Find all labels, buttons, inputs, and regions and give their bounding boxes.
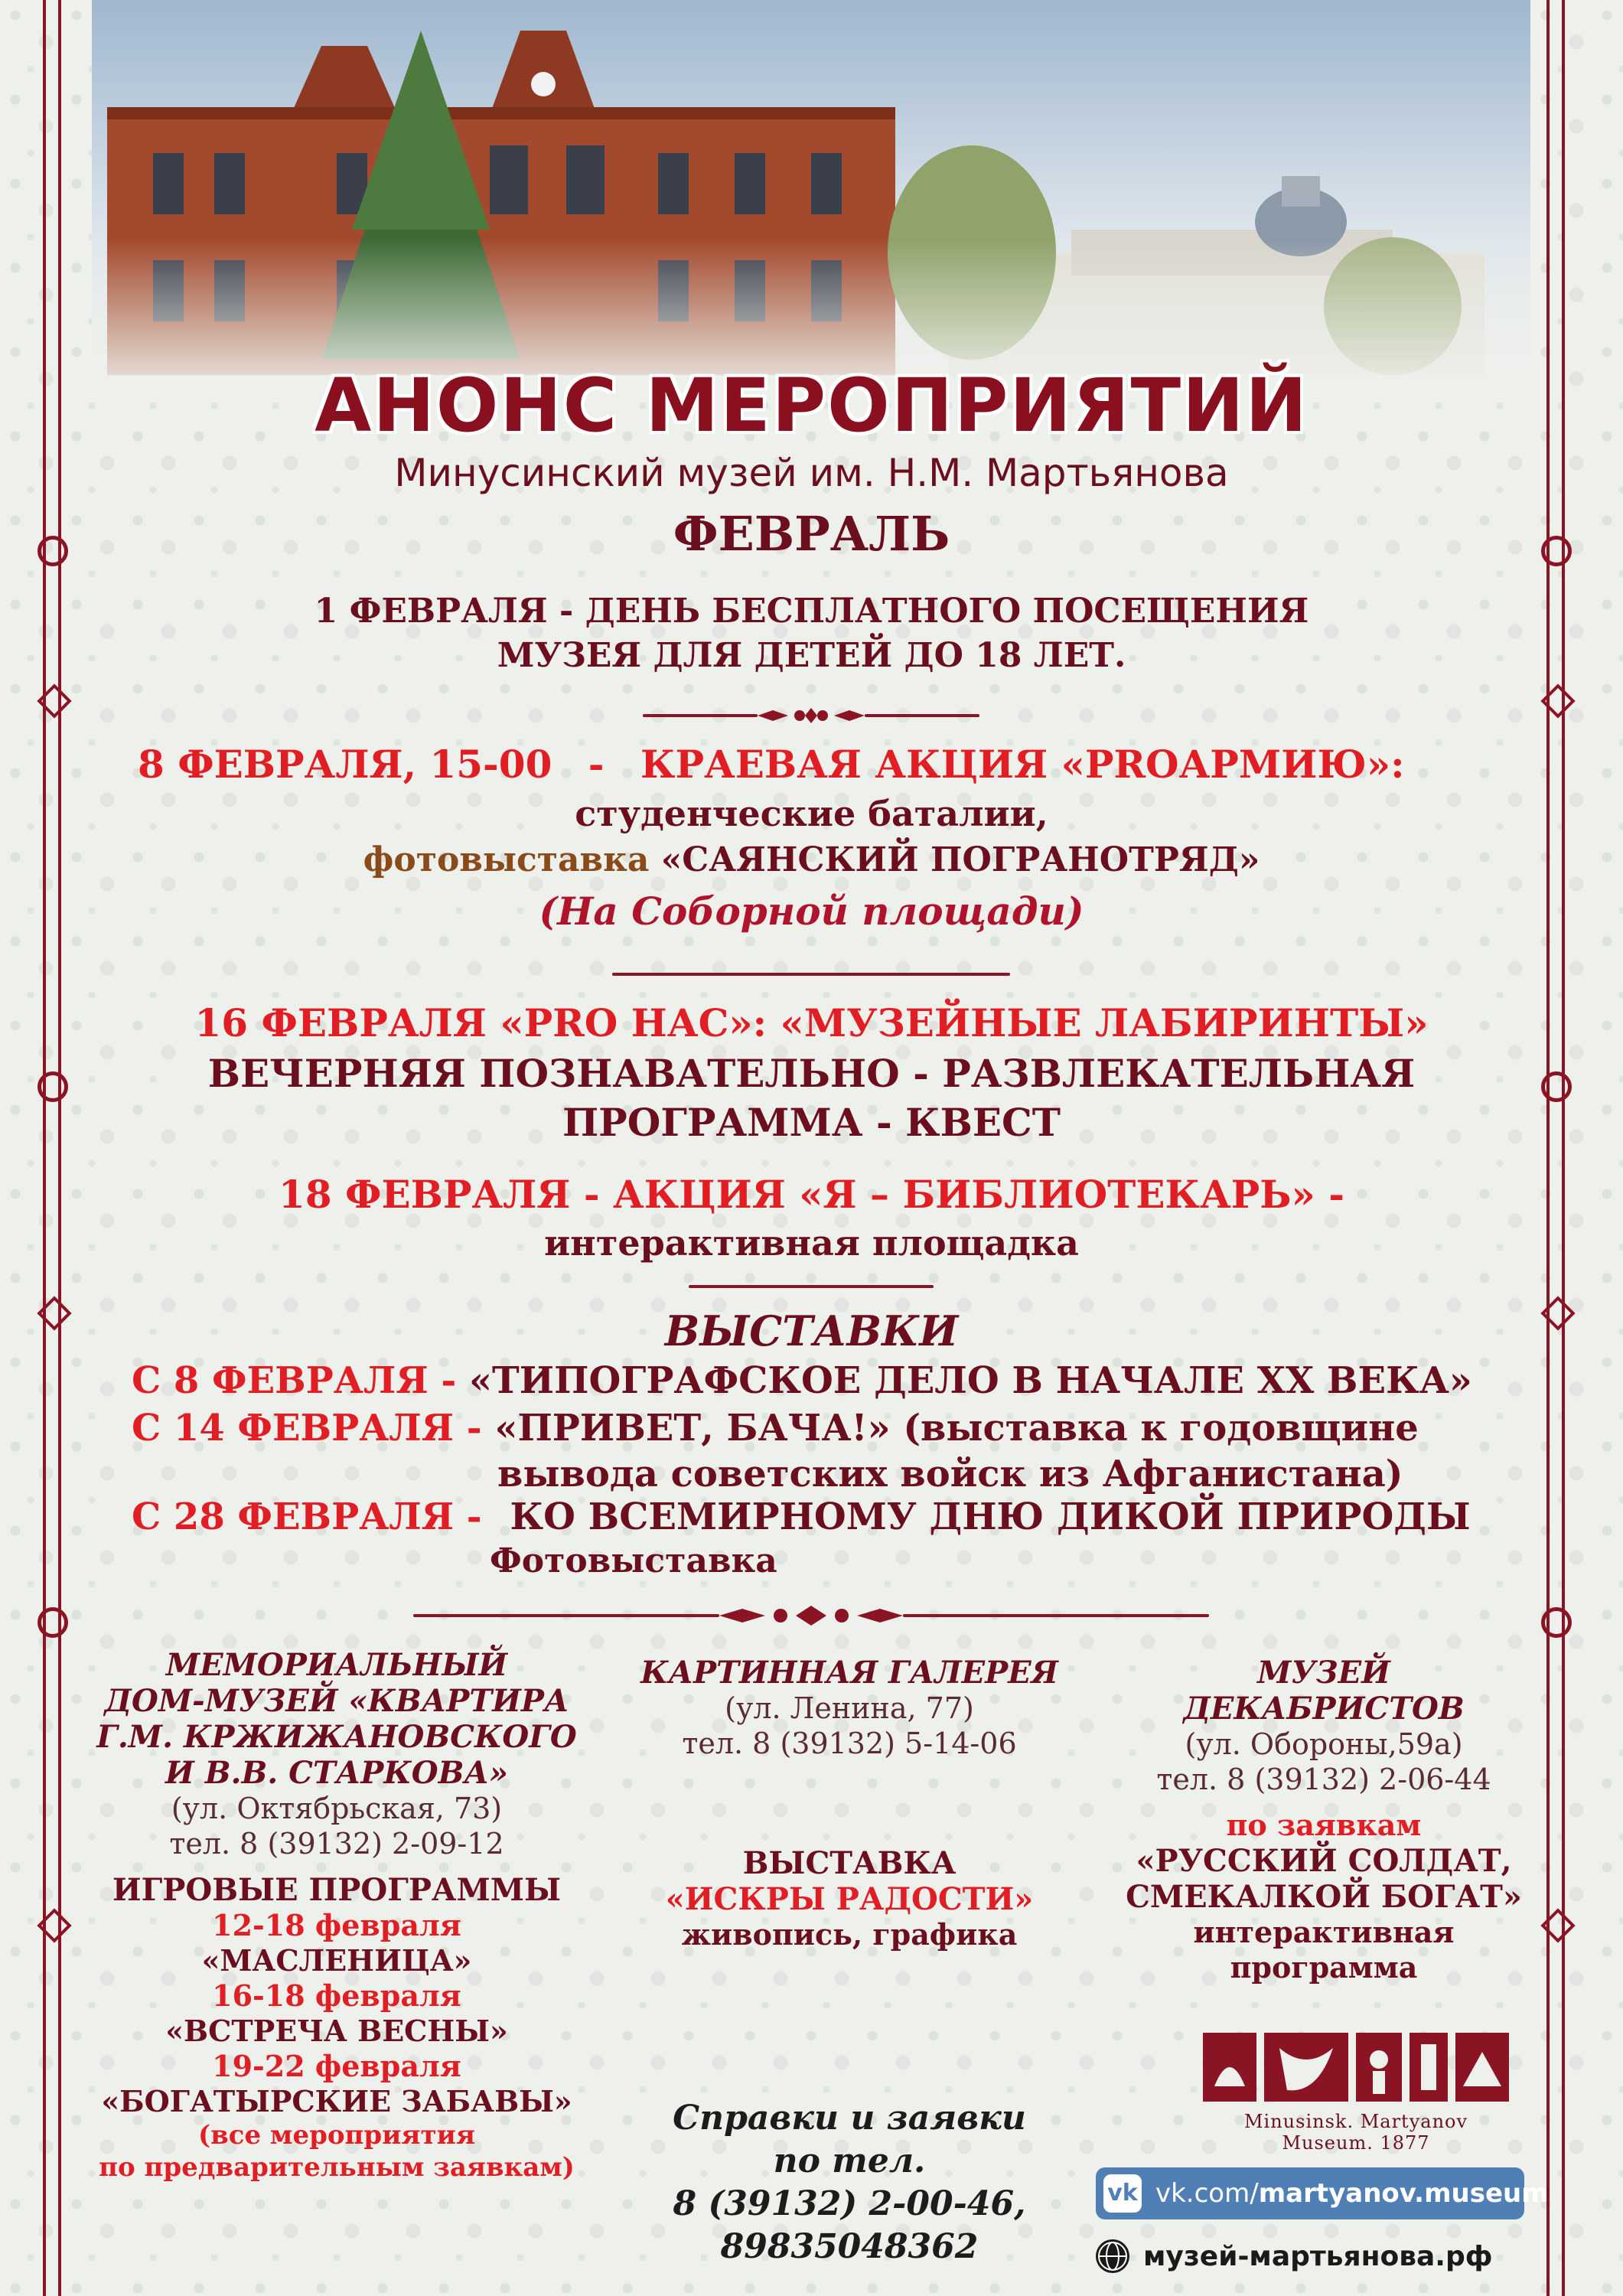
museum-building-photo: [92, 0, 1530, 398]
exhibition-date: С 28 ФЕВРАЛЯ: [132, 1495, 455, 1538]
proarmy-line1: студенческие баталии,: [575, 793, 1048, 834]
ornament-divider: [689, 1275, 934, 1298]
venue-right-phone: тел. 8 (39132) 2-06-44: [1156, 1763, 1491, 1796]
right-program-desc: программа: [1230, 1950, 1418, 1985]
ornament-divider: [413, 1604, 1209, 1627]
pronas-line1: ВЕЧЕРНЯЯ ПОЗНАВАТЕЛЬНО - РАЗВЛЕКАТЕЛЬНАЯ: [207, 1051, 1416, 1096]
venue-left-address: (ул. Октябрьская, 73): [171, 1792, 503, 1825]
proarmy-date: 8 ФЕВРАЛЯ, 15-00: [138, 742, 552, 787]
venue-left-phone: тел. 8 (39132) 2-09-12: [169, 1827, 504, 1861]
exhibition-row: [132, 1405, 1419, 1451]
exhibition-title: «ТИПОГРАФСКОЕ ДЕЛО В НАЧАЛЕ XX ВЕКА»: [469, 1359, 1472, 1402]
proarmy-sep: -: [588, 742, 605, 787]
right-program: СМЕКАЛКОЙ БОГАТ»: [1126, 1879, 1522, 1915]
exhibition-note: вывода советских войск из Афганистана): [497, 1453, 1403, 1495]
ornament-divider: [612, 963, 1010, 986]
program-dates: 16-18 февраля: [212, 1978, 461, 2013]
programs-note: (все мероприятия: [198, 2120, 475, 2151]
contacts-phone: 89835048362: [720, 2227, 979, 2266]
right-border: [1540, 0, 1579, 2296]
contacts-block: [605, 2097, 1094, 2268]
venue-left: [84, 1647, 589, 2183]
ornament-divider: [643, 704, 979, 727]
pronas-title: 16 ФЕВРАЛЯ «PRO НАС»: «МУЗЕЙНЫЕ ЛАБИРИНТЫ»: [194, 1000, 1429, 1045]
venue-left-name: И В.В. СТАРКОВА»: [165, 1755, 508, 1791]
exhibition-title: КО ВСЕМИРНОМУ ДНЮ ДИКОЙ ПРИРОДЫ: [510, 1495, 1471, 1538]
right-request: по заявкам: [1226, 1808, 1422, 1842]
venue-right: [1102, 1655, 1546, 1985]
vk-icon: vk: [1103, 2174, 1142, 2213]
proarmy-title: КРАЕВАЯ АКЦИЯ «PROАРМИЮ»:: [640, 742, 1405, 787]
exhibition-sep: -: [441, 1359, 457, 1402]
pronas-line2: ПРОГРАММА - КВЕСТ: [562, 1100, 1061, 1145]
page-title: АНОНС МЕРОПРИЯТИЙ: [314, 363, 1309, 448]
vk-prefix: vk.com/: [1155, 2178, 1259, 2209]
venue-center: [605, 1655, 1094, 1952]
venue-right-name: ДЕКАБРИСТОВ: [1183, 1691, 1465, 1727]
venue-left-name: Г.М. КРЖИЖАНОВСКОГО: [96, 1719, 577, 1755]
vk-link[interactable]: [1096, 2167, 1549, 2219]
museum-name: Минусинский музей им. Н.М. Мартьянова: [394, 451, 1229, 495]
vk-handle: martyanov.museum: [1258, 2178, 1549, 2209]
venue-center-name: КАРТИННАЯ ГАЛЕРЕЯ: [640, 1655, 1058, 1691]
contacts-phone: 8 (39132) 2-00-46,: [673, 2184, 1026, 2223]
program-title: «МАСЛЕНИЦА»: [201, 1943, 472, 1978]
program-dates: 12-18 февраля: [212, 1908, 461, 1942]
logo-caption: Minusinsk. Martyanov Museum. 1877: [1243, 2111, 1468, 2154]
proarmy-place: (На Соборной площади): [539, 889, 1084, 934]
venue-center-phone: тел. 8 (39132) 5-14-06: [682, 1727, 1017, 1760]
venue-right-name: МУЗЕЙ: [1257, 1655, 1390, 1691]
month-heading: ФЕВРАЛЬ: [673, 506, 950, 562]
globe-icon: [1096, 2239, 1129, 2273]
exhibition-row: [132, 1358, 1472, 1404]
program-title: «ВСТРЕЧА ВЕСНЫ»: [165, 2014, 508, 2048]
center-exhibit-title: «ИСКРЫ РАДОСТИ»: [665, 1881, 1034, 1917]
venue-left-name: ДОМ-МУЗЕЙ «КВАРТИРА: [104, 1683, 569, 1719]
exhibition-title: «ПРИВЕТ, БАЧА!»: [494, 1407, 891, 1450]
website-url: музей-мартьянова.рф: [1143, 2241, 1493, 2272]
free-day-line1: 1 ФЕВРАЛЯ - ДЕНЬ БЕСПЛАТНОГО ПОСЕЩЕНИЯ: [314, 592, 1309, 631]
exhibition-row: [132, 1494, 1471, 1540]
exhibition-sep: -: [466, 1407, 482, 1450]
exhibition-date: С 8 ФЕВРАЛЯ: [132, 1359, 429, 1402]
exhibition-date: С 14 ФЕВРАЛЯ: [132, 1407, 455, 1450]
program-dates: 19-22 февраля: [212, 2049, 461, 2083]
contacts-line: Справки и заявки: [673, 2099, 1026, 2138]
venue-left-name: МЕМОРИАЛЬНЫЙ: [165, 1647, 508, 1683]
vk-url: [1155, 2167, 1549, 2219]
right-program-desc: интерактивная: [1193, 1915, 1455, 1949]
exhibition-sep: -: [466, 1495, 482, 1538]
programs-heading: ИГРОВЫЕ ПРОГРАММЫ: [112, 1872, 562, 1908]
free-day-line2: МУЗЕЯ ДЛЯ ДЕТЕЙ ДО 18 ЛЕТ.: [497, 636, 1126, 675]
venue-center-address: (ул. Ленина, 77): [725, 1691, 974, 1725]
proarmy-photo-label: фотовыставка: [363, 840, 650, 879]
left-border: [37, 0, 75, 2296]
library-title: 18 ФЕВРАЛЯ - АКЦИЯ «Я – БИБЛИОТЕКАРЬ» -: [279, 1172, 1344, 1217]
website-link[interactable]: [1096, 2235, 1555, 2281]
program-title: «БОГАТЫРСКИЕ ЗАБАВЫ»: [101, 2084, 572, 2118]
exhibition-note: Фотовыставка: [490, 1541, 777, 1580]
right-program: «РУССКИЙ СОЛДАТ,: [1136, 1843, 1512, 1879]
proarmy-photo-title: «САЯНСКИЙ ПОГРАНОТРЯД»: [660, 840, 1260, 879]
venue-right-address: (ул. Обороны,59а): [1185, 1727, 1463, 1761]
contacts-line: по тел.: [773, 2141, 926, 2180]
exhibitions-heading: ВЫСТАВКИ: [664, 1306, 959, 1355]
museum-logo: [1203, 2033, 1509, 2154]
library-line1: интерактивная площадка: [544, 1222, 1079, 1264]
programs-note: по предварительным заявкам): [99, 2152, 575, 2183]
center-exhibit-desc: живопись, графика: [681, 1917, 1018, 1952]
exhibition-note: (выставка к годовщине: [903, 1407, 1419, 1450]
center-exhibit-heading: ВЫСТАВКА: [742, 1845, 957, 1881]
